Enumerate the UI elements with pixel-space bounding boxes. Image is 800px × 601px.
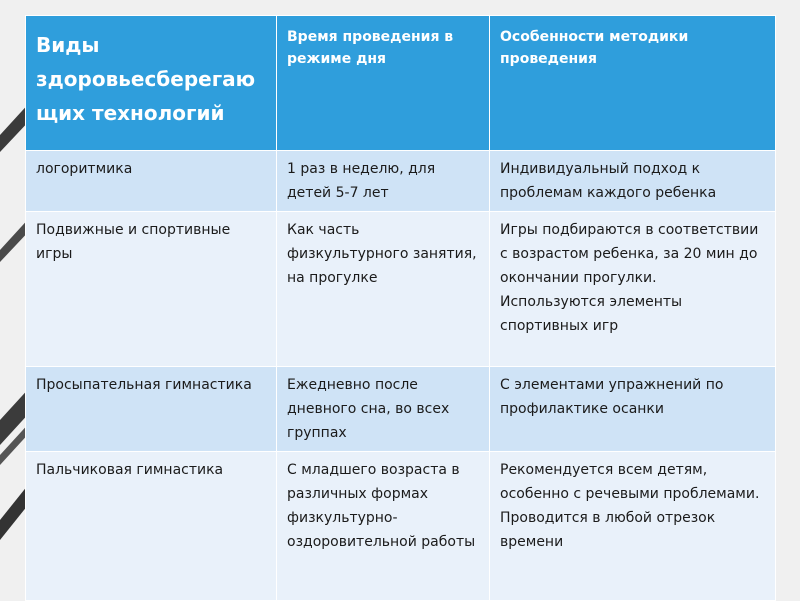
technologies-table	[25, 15, 776, 601]
table-row	[26, 367, 776, 452]
table-cell: Игры подбираются в соответствии с возрастом ребенка, за 20 мин до окончании прогулки. Используются элементы спортивных игр	[490, 212, 776, 367]
table-cell: Индивидуальный подход к проблемам каждого ребенка	[490, 151, 776, 212]
table-cell: логоритмика	[26, 151, 277, 212]
table-cell: Как часть физкультурного занятия, на прогулке	[277, 212, 490, 367]
table-cell: 1 раз в неделю, для детей 5-7 лет	[277, 151, 490, 212]
table-row	[26, 151, 776, 212]
table-cell: Ежедневно после дневного сна, во всех группах	[277, 367, 490, 452]
table-cell: Просыпательная гимнастика	[26, 367, 277, 452]
table-header-row	[26, 16, 776, 151]
table-cell: С младшего возраста в различных формах физкультурно-оздоровительной работы	[277, 452, 490, 601]
header-method-features: Особенности методики проведения	[490, 16, 776, 151]
table-cell: Подвижные и спортивные игры	[26, 212, 277, 367]
header-technology-types: Виды здоровьесберегаю щих технологий	[26, 16, 277, 151]
table-cell: Рекомендуется всем детям, особенно с речевыми проблемами. Проводится в любой отрезок времени	[490, 452, 776, 601]
table-cell: Пальчиковая гимнастика	[26, 452, 277, 601]
table-row	[26, 212, 776, 367]
table-cell: С элементами упражнений по профилактике осанки	[490, 367, 776, 452]
header-time-in-schedule: Время проведения в режиме дня	[277, 16, 490, 151]
table-row	[26, 452, 776, 601]
